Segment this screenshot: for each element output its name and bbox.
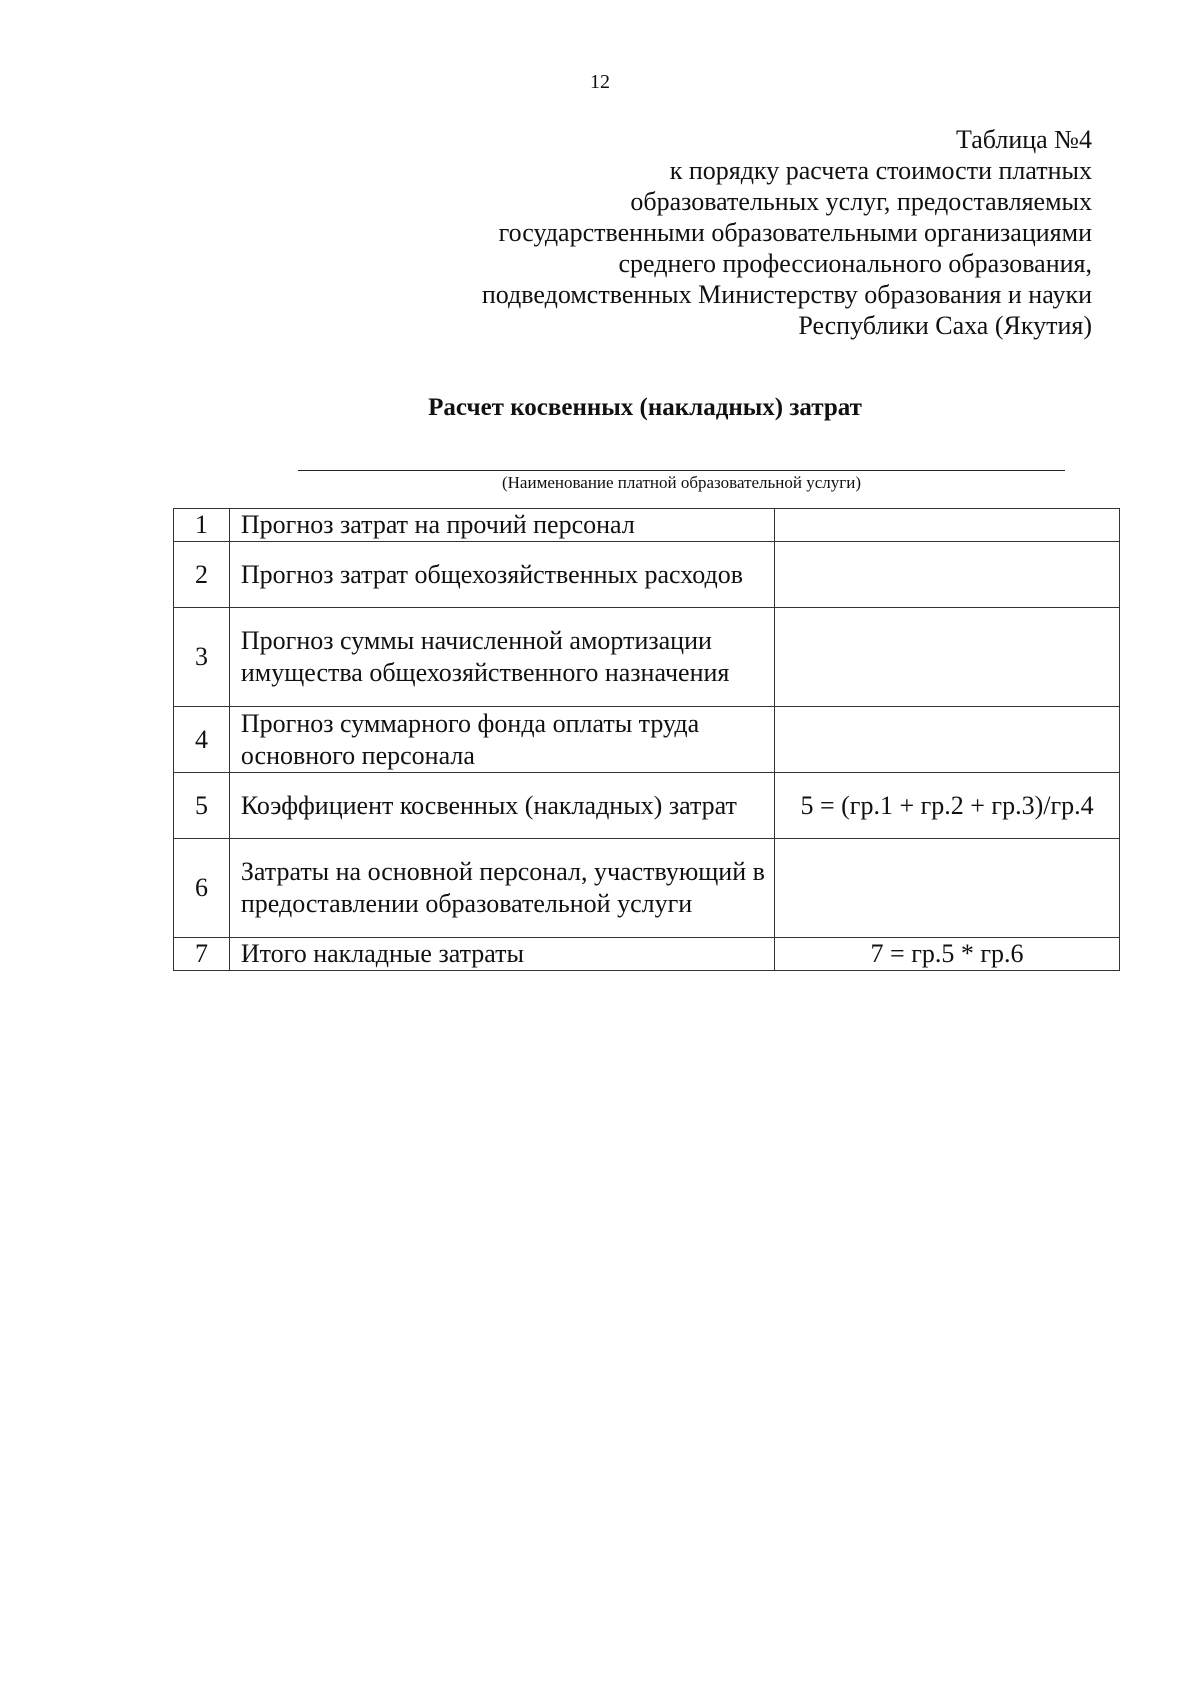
row-formula — [775, 509, 1120, 542]
row-name-text: Итого накладные затраты — [240, 939, 524, 968]
row-number: 5 — [174, 773, 230, 839]
row-formula — [775, 839, 1120, 938]
row-name — [229, 839, 774, 938]
table-row — [174, 938, 1120, 971]
row-formula — [775, 608, 1120, 707]
row-name — [229, 938, 774, 971]
row-name-text: Коэффициент косвенных (накладных) затрат — [240, 790, 737, 820]
row-number: 4 — [174, 707, 230, 773]
table-row — [174, 773, 1120, 839]
row-name-text: Прогноз суммарного фонда оплаты труда основного персонала — [240, 708, 700, 770]
row-formula: 5 = (гр.1 + гр.2 + гр.3)/гр.4 — [775, 773, 1120, 839]
row-number: 2 — [174, 542, 230, 608]
row-name-text: Прогноз затрат на прочий персонал — [240, 510, 635, 539]
table-row — [174, 542, 1120, 608]
row-name — [229, 707, 774, 773]
table-row — [174, 707, 1120, 773]
page-number: 12 — [590, 71, 610, 93]
row-name — [229, 608, 774, 707]
row-name — [229, 542, 774, 608]
row-name — [229, 773, 774, 839]
row-formula — [775, 707, 1120, 773]
appendix-header — [372, 124, 1092, 341]
table-row — [174, 608, 1120, 707]
appendix-line: среднего профессионального образования, — [618, 249, 1092, 278]
appendix-line: образовательных услуг, предоставляемых — [630, 187, 1092, 216]
document-title: Расчет косвенных (накладных) затрат — [428, 394, 862, 421]
row-number: 6 — [174, 839, 230, 938]
row-name-text: Прогноз затрат общехозяйственных расходов — [240, 559, 744, 589]
row-name-text: Затраты на основной персонал, участвующий в предоставлении образовательной услуги — [240, 857, 765, 918]
appendix-line: Республики Саха (Якутия) — [798, 311, 1092, 340]
service-name-underline — [298, 470, 1065, 471]
table-row — [174, 509, 1120, 542]
indirect-costs-table — [173, 508, 1120, 971]
row-name — [229, 509, 774, 542]
appendix-line: государственными образовательными организациями — [498, 218, 1092, 247]
appendix-line: подведомственных Министерству образования и науки — [481, 280, 1092, 309]
table-row — [174, 839, 1120, 938]
row-formula: 7 = гр.5 * гр.6 — [775, 938, 1120, 971]
appendix-line: к порядку расчета стоимости платных — [669, 156, 1092, 185]
row-number: 7 — [174, 938, 230, 971]
row-number: 3 — [174, 608, 230, 707]
appendix-line: Таблица №4 — [955, 125, 1092, 154]
row-name-text: Прогноз суммы начисленной амортизации имущества общехозяйственного назначения — [240, 626, 730, 687]
row-number: 1 — [174, 509, 230, 542]
service-name-caption: (Наименование платной образовательной услуги) — [501, 473, 862, 492]
row-formula — [775, 542, 1120, 608]
